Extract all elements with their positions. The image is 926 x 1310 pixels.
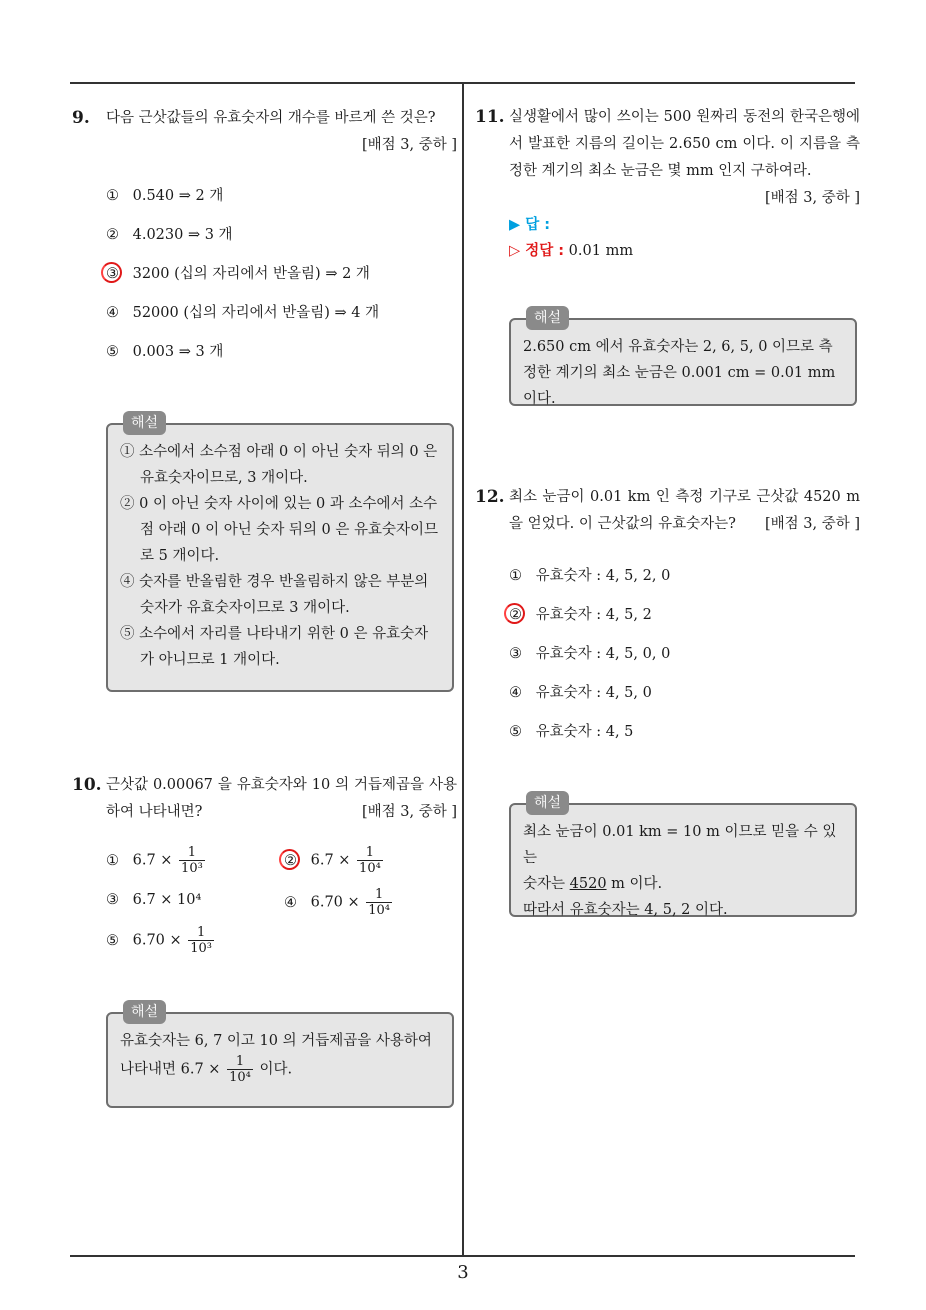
option-1[interactable] — [106, 845, 207, 884]
question-11 — [475, 104, 860, 212]
option-mark: ② — [284, 852, 297, 869]
fraction: $\frac{1}{\text{10³}}$ — [181, 845, 203, 876]
option-4[interactable] — [106, 300, 379, 339]
explanation-label: 해설 — [123, 1000, 166, 1024]
option-mark: ④ — [106, 305, 119, 321]
question-10 — [72, 772, 457, 826]
explanation-line: 나타내면 6.7 × $\frac{1}{\text{10⁴}}$ 이다. — [120, 1054, 293, 1085]
option-1[interactable] — [509, 563, 670, 602]
options-q9 — [106, 183, 379, 378]
explanation-line: ⑤ 소수에서 자리를 나타내기 위한 0 은 유효숫자가 아니므로 1 개이다. — [120, 626, 429, 668]
question-text: 실생활에서 많이 쓰이는 500 원짜리 동전의 한국은행에서 발표한 지름의 길이는 2.650 cm 이다. 이 지름을 측정한 계기의 최소 눈금은 몇 mm 인지 구하여라. — [509, 109, 860, 179]
option-4[interactable] — [284, 887, 394, 926]
explanation-box-q12 — [509, 795, 857, 918]
explanation-label: 해설 — [123, 411, 166, 435]
option-coef: 6.7 × — [132, 852, 173, 869]
option-text: 유효숫자 : 4, 5, 2 — [535, 607, 652, 623]
option-mark: ③ — [106, 892, 119, 908]
option-mark: ① — [106, 852, 119, 869]
page-number: 3 — [457, 1262, 469, 1283]
option-text: 6.7 × 10⁴ — [132, 892, 202, 908]
option-coef: 6.7 × — [310, 852, 351, 869]
correct-answer: ▷ 정답 : 0.01 mm — [509, 243, 634, 259]
option-text: 유효숫자 : 4, 5, 0, 0 — [535, 646, 671, 662]
explanation-line: ① 소수에서 소수점 아래 0 이 아닌 숫자 뒤의 0 은 유효숫자이므로, 3 개이다. — [120, 444, 438, 486]
answer-label: ▶ 답 : — [509, 217, 551, 233]
fraction: $\frac{1}{\text{10⁴}}$ — [229, 1054, 251, 1085]
option-mark: ③ — [509, 646, 522, 662]
answer-circle-icon — [279, 849, 300, 870]
option-coef: 6.70 × — [310, 894, 360, 911]
explanation-line: 숫자는 4520 m 이다. — [523, 876, 663, 892]
fraction: $\frac{1}{\text{10⁴}}$ — [368, 887, 391, 918]
question-meta: [배점 3, 중하 ] — [764, 516, 860, 532]
explanation-line: 따라서 유효숫자는 4, 5, 2 이다. — [523, 902, 728, 918]
question-meta: [배점 3, 중하 ] — [764, 190, 860, 206]
option-2[interactable] — [284, 845, 385, 884]
options-q12 — [509, 563, 670, 758]
answer-circle-icon — [101, 262, 122, 283]
option-mark: ① — [509, 568, 522, 584]
question-meta: [배점 3, 중하 ] — [361, 137, 457, 153]
option-coef: 6.70 × — [132, 932, 182, 949]
question-number: 12. — [475, 487, 505, 507]
option-3[interactable] — [106, 261, 379, 300]
option-5[interactable] — [106, 339, 379, 378]
question-text: 근삿값 0.00067 을 유효숫자와 10 의 거듭제곱을 사용하여 나타내면? — [106, 777, 457, 820]
question-number: 10. — [72, 775, 102, 795]
question-text: 다음 근삿값들의 유효숫자의 개수를 바르게 쓴 것은? — [106, 110, 436, 126]
question-text: 최소 눈금이 0.01 km 인 측정 기구로 근삿값 4520 m 을 얻었다. 이 근삿값의 유효숫자는? — [509, 489, 860, 532]
explanation-line: 유효숫자는 6, 7 이고 10 의 거듭제곱을 사용하여 — [120, 1033, 432, 1049]
option-mark: ④ — [284, 894, 297, 911]
option-2[interactable] — [106, 222, 379, 261]
option-text: 유효숫자 : 4, 5 — [535, 724, 634, 740]
question-number: 11. — [475, 107, 505, 127]
explanation-box-q10 — [106, 1004, 454, 1108]
option-mark: ⑤ — [106, 344, 119, 360]
option-mark: ① — [106, 188, 119, 204]
fraction: $\frac{1}{\text{10³}}$ — [190, 925, 213, 956]
option-2[interactable] — [509, 602, 670, 641]
option-text: 52000 (십의 자리에서 반올림) ⇒ 4 개 — [132, 305, 380, 321]
option-mark: ⑤ — [509, 724, 522, 740]
option-text: 유효숫자 : 4, 5, 2, 0 — [535, 568, 671, 584]
bottom-rule — [70, 1255, 855, 1257]
question-number: 9. — [72, 108, 90, 128]
option-text: 0.540 ⇒ 2 개 — [132, 188, 224, 204]
option-5[interactable] — [509, 719, 670, 758]
option-text: 3200 (십의 자리에서 반올림) ⇒ 2 개 — [132, 266, 370, 282]
option-mark: ③ — [106, 266, 119, 282]
explanation-line: ② 0 이 아닌 숫자 사이에 있는 0 과 소수에서 소수점 아래 0 이 아닌 숫자 뒤의 0 은 유효숫자이므로 5 개이다. — [120, 496, 439, 564]
explanation-line: 최소 눈금이 0.01 km = 10 m 이므로 믿을 수 있는 — [523, 824, 837, 866]
explanation-label: 해설 — [526, 791, 569, 815]
option-mark: ② — [106, 227, 119, 243]
explanation-box-q9 — [106, 415, 454, 692]
option-mark: ② — [509, 607, 522, 623]
option-5[interactable] — [106, 925, 216, 964]
option-1[interactable] — [106, 183, 379, 222]
answer-circle-icon — [504, 603, 525, 624]
column-divider — [462, 82, 464, 1257]
explanation-line: ④ 숫자를 반올림한 경우 반올림하지 않은 부분의 숫자가 유효숫자이므로 3 개이다. — [120, 574, 429, 616]
option-text: 유효숫자 : 4, 5, 0 — [535, 685, 652, 701]
option-4[interactable] — [509, 680, 670, 719]
option-text: 0.003 ⇒ 3 개 — [132, 344, 224, 360]
question-12 — [475, 484, 860, 538]
option-text: 4.0230 ⇒ 3 개 — [132, 227, 233, 243]
option-3[interactable] — [106, 887, 201, 926]
option-mark: ④ — [509, 685, 522, 701]
answer-block — [509, 212, 633, 264]
explanation-box-q11 — [509, 310, 857, 407]
option-mark: ⑤ — [106, 932, 119, 949]
question-meta: [배점 3, 중하 ] — [361, 804, 457, 820]
explanation-line: 2.650 cm 에서 유효숫자는 2, 6, 5, 0 이므로 측정한 계기의 최소 눈금은 0.001 cm = 0.01 mm 이다. — [523, 339, 836, 407]
question-9 — [72, 105, 457, 159]
fraction: $\frac{1}{\text{10⁴}}$ — [359, 845, 381, 876]
explanation-label: 해설 — [526, 306, 569, 330]
option-3[interactable] — [509, 641, 670, 680]
